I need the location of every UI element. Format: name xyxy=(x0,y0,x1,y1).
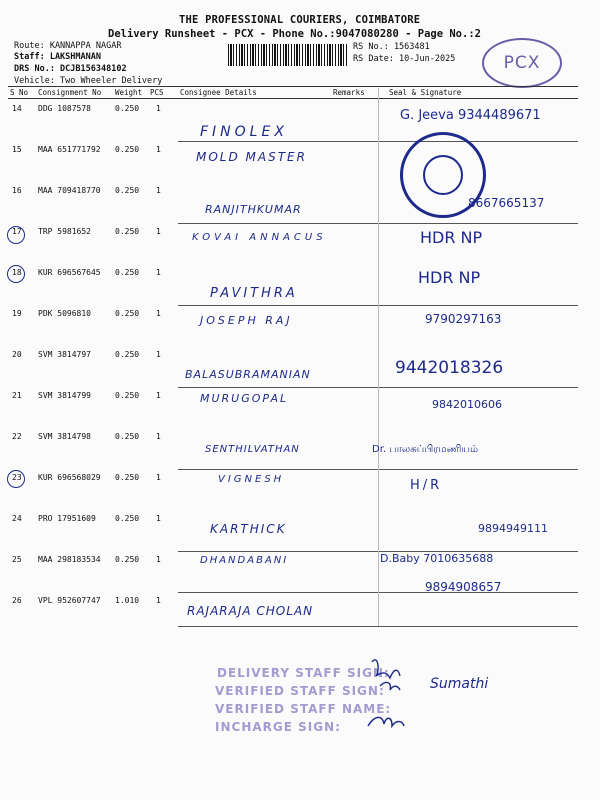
row-consignment-no: PDK 5096810 xyxy=(38,309,91,318)
row-serial: 22 xyxy=(12,432,22,441)
barcode xyxy=(228,44,348,66)
col-seal-signature: Seal & Signature xyxy=(389,88,462,97)
signature-handwritten: 9894949111 xyxy=(478,522,548,535)
row-weight: 0.250 xyxy=(115,391,140,400)
row-serial: 26 xyxy=(12,596,22,605)
row-serial: 24 xyxy=(12,514,22,523)
table-top-rule xyxy=(8,86,578,87)
row-consignment-no: MAA 709418770 xyxy=(38,186,101,195)
row-serial: 20 xyxy=(12,350,22,359)
row-weight: 0.250 xyxy=(115,350,140,359)
row-consignment-no: MAA 298183534 xyxy=(38,555,101,564)
row-serial: 19 xyxy=(12,309,22,318)
consignee-handwritten: KARTHICK xyxy=(210,522,287,536)
drs-label: DRS No.: DCJB156348102 xyxy=(14,64,127,74)
col-remarks: Remarks xyxy=(333,88,365,97)
row-serial: 16 xyxy=(12,186,22,195)
consignee-handwritten: RANJITHKUMAR xyxy=(205,203,302,216)
signature-handwritten: 9842010606 xyxy=(432,398,502,411)
row-consignment-no: KUR 696567645 xyxy=(38,268,101,277)
row-pcs: 1 xyxy=(156,227,161,236)
serial-circle-mark xyxy=(7,226,25,244)
row-consignment-no: DDG 1087578 xyxy=(38,104,91,113)
row-weight: 0.250 xyxy=(115,186,140,195)
col-sno: S No xyxy=(10,88,29,97)
col-weight: Weight xyxy=(115,88,143,97)
row-weight: 0.250 xyxy=(115,473,140,482)
row-pcs: 1 xyxy=(156,104,161,113)
verified-staff-handwritten: Sumathi xyxy=(430,676,489,692)
row-pcs: 1 xyxy=(156,145,161,154)
row-weight: 0.250 xyxy=(115,555,140,564)
row-pcs: 1 xyxy=(156,391,161,400)
serial-circle-mark xyxy=(7,470,25,488)
row-serial: 15 xyxy=(12,145,22,154)
staff-label: Staff: LAKSHMANAN xyxy=(14,52,101,62)
column-rule xyxy=(378,88,379,626)
row-pcs: 1 xyxy=(156,514,161,523)
signature-handwritten: 8667665137 xyxy=(468,196,545,210)
row-serial: 18 xyxy=(12,268,22,277)
row-pcs: 1 xyxy=(156,555,161,564)
signature-handwritten: G. Jeeva 9344489671 xyxy=(400,108,541,123)
row-consignment-no: SVM 3814797 xyxy=(38,350,91,359)
rs-no: RS No.: 1563481 xyxy=(353,42,430,52)
signature-handwritten: 9442018326 xyxy=(395,358,504,378)
consignee-handwritten: BALASUBRAMANIAN xyxy=(185,368,311,381)
row-consignment-no: SVM 3814798 xyxy=(38,432,91,441)
table-header-rule xyxy=(8,98,578,99)
vehicle-label: Vehicle: Two Wheeler Delivery xyxy=(14,76,163,86)
consignee-handwritten: MOLD MASTER xyxy=(196,150,307,164)
col-consignment: Consignment No xyxy=(38,88,102,97)
route-label: Route: KANNAPPA NAGAR xyxy=(14,41,122,51)
row-serial: 23 xyxy=(12,473,22,482)
row-weight: 1.010 xyxy=(115,596,140,605)
footer-signatures xyxy=(360,650,480,740)
col-consignee: Consignee Details xyxy=(180,88,257,97)
row-consignment-no: SVM 3814799 xyxy=(38,391,91,400)
row-weight: 0.250 xyxy=(115,268,140,277)
row-consignment-no: MAA 651771792 xyxy=(38,145,101,154)
signature-handwritten: D.Baby 7010635688 xyxy=(380,552,494,565)
pcx-stamp: PCX xyxy=(482,38,562,88)
consignee-handwritten: DHANDABANI xyxy=(200,555,289,566)
row-weight: 0.250 xyxy=(115,432,140,441)
consignee-handwritten: PAVITHRA xyxy=(210,286,298,301)
row-pcs: 1 xyxy=(156,350,161,359)
consignee-handwritten: KOVAI ANNACUS xyxy=(192,232,327,243)
signature-handwritten: H/R xyxy=(410,478,443,493)
row-serial: 17 xyxy=(12,227,22,236)
row-serial: 21 xyxy=(12,391,22,400)
col-pcs: PCS xyxy=(150,88,164,97)
signature-handwritten: Dr. பாலசுப்பிரமணியம் xyxy=(372,444,479,455)
row-pcs: 1 xyxy=(156,432,161,441)
row-weight: 0.250 xyxy=(115,104,140,113)
signature-handwritten: 9894908657 xyxy=(425,580,502,594)
runsheet-subtitle: Delivery Runsheet - PCX - Phone No.:9047080280 - Page No.:2 xyxy=(108,28,481,40)
verified-staff-name: VERIFIED STAFF NAME: xyxy=(215,702,392,716)
row-consignment-no: VPL 952607747 xyxy=(38,596,101,605)
row-weight: 0.250 xyxy=(115,309,140,318)
signature-handwritten: 9790297163 xyxy=(425,312,502,326)
row-weight: 0.250 xyxy=(115,145,140,154)
row-serial: 25 xyxy=(12,555,22,564)
rs-date: RS Date: 10-Jun-2025 xyxy=(353,54,456,64)
row-pcs: 1 xyxy=(156,186,161,195)
incharge-sign: INCHARGE SIGN: xyxy=(215,720,341,734)
row-weight: 0.250 xyxy=(115,514,140,523)
verified-staff-sign: VERIFIED STAFF SIGN: xyxy=(215,684,385,698)
delivery-staff-sign: DELIVERY STAFF SIGN: xyxy=(217,666,390,680)
row-pcs: 1 xyxy=(156,473,161,482)
row-pcs: 1 xyxy=(156,309,161,318)
serial-circle-mark xyxy=(7,265,25,283)
row-pcs: 1 xyxy=(156,596,161,605)
row-weight: 0.250 xyxy=(115,227,140,236)
consignee-handwritten: FINOLEX xyxy=(200,124,288,140)
consignee-handwritten: VIGNESH xyxy=(218,474,285,485)
consignee-handwritten: RAJARAJA CHOLAN xyxy=(187,604,314,618)
consignee-handwritten: SENTHILVATHAN xyxy=(205,444,300,455)
consignee-handwritten: MURUGOPAL xyxy=(200,392,289,405)
row-consignment-no: KUR 696568029 xyxy=(38,473,101,482)
consignee-handwritten: JOSEPH RAJ xyxy=(200,314,293,327)
row-consignment-no: PRO 17951609 xyxy=(38,514,96,523)
signature-handwritten: HDR NP xyxy=(420,228,483,247)
row-consignment-no: TRP 5981652 xyxy=(38,227,91,236)
runsheet-title: THE PROFESSIONAL COURIERS, COIMBATORE xyxy=(179,14,421,26)
row-serial: 14 xyxy=(12,104,22,113)
row-rule xyxy=(178,626,578,627)
signature-handwritten: HDR NP xyxy=(418,268,481,287)
row-pcs: 1 xyxy=(156,268,161,277)
